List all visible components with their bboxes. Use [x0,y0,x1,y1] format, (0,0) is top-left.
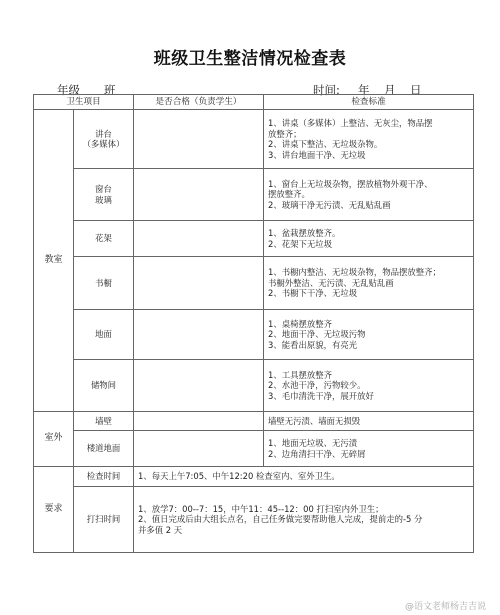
time-label: 时间: [313,83,340,97]
table-row [34,412,474,431]
standard-cell: 1、窗台上无垃圾杂物，摆放植物外观干净、 摆放整齐。 2、玻璃干净无污渍、无乱贴乱画 [264,169,474,221]
requirement-cell: 1、每天上午7:05、中午12:20 检查室内、室外卫生。 [134,467,474,487]
qualified-cell[interactable] [134,412,264,431]
header-qualified: 是否合格（负责学生） [134,95,264,110]
item-name: 窗台 玻璃 [74,169,134,221]
qualified-cell[interactable] [134,431,264,467]
qualified-cell[interactable] [134,169,264,221]
item-name: 花架 [74,221,134,257]
qualified-cell[interactable] [134,310,264,360]
standard-cell: 1、工具摆放整齐 2、水池干净，污物较少。 3、毛巾清洗干净，展开放好 [264,360,474,412]
table-row [34,360,474,412]
qualified-cell[interactable] [134,257,264,310]
table-row [34,431,474,467]
table-row [34,310,474,360]
watermark: @语文老师杨吉吉说 [404,602,486,612]
item-name: 打扫时间 [74,487,134,553]
qualified-cell[interactable] [134,360,264,412]
header-item: 卫生项目 [34,95,134,110]
table-row [34,221,474,257]
item-name: 书橱 [74,257,134,310]
table-row [34,487,474,553]
year-label: 年 [358,83,370,97]
group-classroom: 教室 [34,110,74,412]
standard-cell: 1、地面无垃圾、无污渍 2、边角清扫干净、无碎屑 [264,431,474,467]
requirement-cell: 1、放学7：00--7：15，中午11：45--12：00 打扫室内外卫生； 2、值日完成后由大组长点名，自己任务做完要帮助他人完成，提前走的-5 分 并多值 2 天 [134,487,474,553]
standard-cell: 1、桌椅摆放整齐 2、地面干净、无垃圾污物 3、能看出原貌，有亮光 [264,310,474,360]
group-outdoor: 室外 [34,412,74,467]
table-row [34,169,474,221]
standard-cell: 1、讲桌（多媒体）上整洁、无灰尘，物品摆 放整齐； 2、讲桌下整洁、无垃圾杂物。 3、讲台地面干净、无垃圾 [264,110,474,169]
qualified-cell[interactable] [134,110,264,169]
table-row [34,110,474,169]
item-name: 楼道地面 [74,431,134,467]
qualified-cell[interactable] [134,221,264,257]
table-row [34,467,474,487]
item-name: 墙壁 [74,412,134,431]
day-label: 日 [410,83,422,97]
standard-cell: 墙壁无污渍、墙面无损毁 [264,412,474,431]
item-name: 地面 [74,310,134,360]
page-title: 班级卫生整洁情况检查表 [153,49,347,69]
table-row [34,257,474,310]
header-standard: 检查标准 [264,95,474,110]
standard-cell: 1、盆栽摆放整齐。 2、花架下无垃圾 [264,221,474,257]
grade-label: 年级 [57,83,80,97]
inspection-table [33,94,474,553]
class-label: 班 [104,83,116,97]
table-header-row [34,95,474,110]
group-requirements: 要求 [34,467,74,553]
item-name: 检查时间 [74,467,134,487]
item-name: 储物间 [74,360,134,412]
standard-cell: 1、书橱内整洁、无垃圾杂物，物品摆放整齐； 书橱外整洁、无污渍、无乱贴乱画 2、书橱下干净、无垃圾 [264,257,474,310]
month-label: 月 [384,83,396,97]
item-name: 讲台 （多媒体） [74,110,134,169]
